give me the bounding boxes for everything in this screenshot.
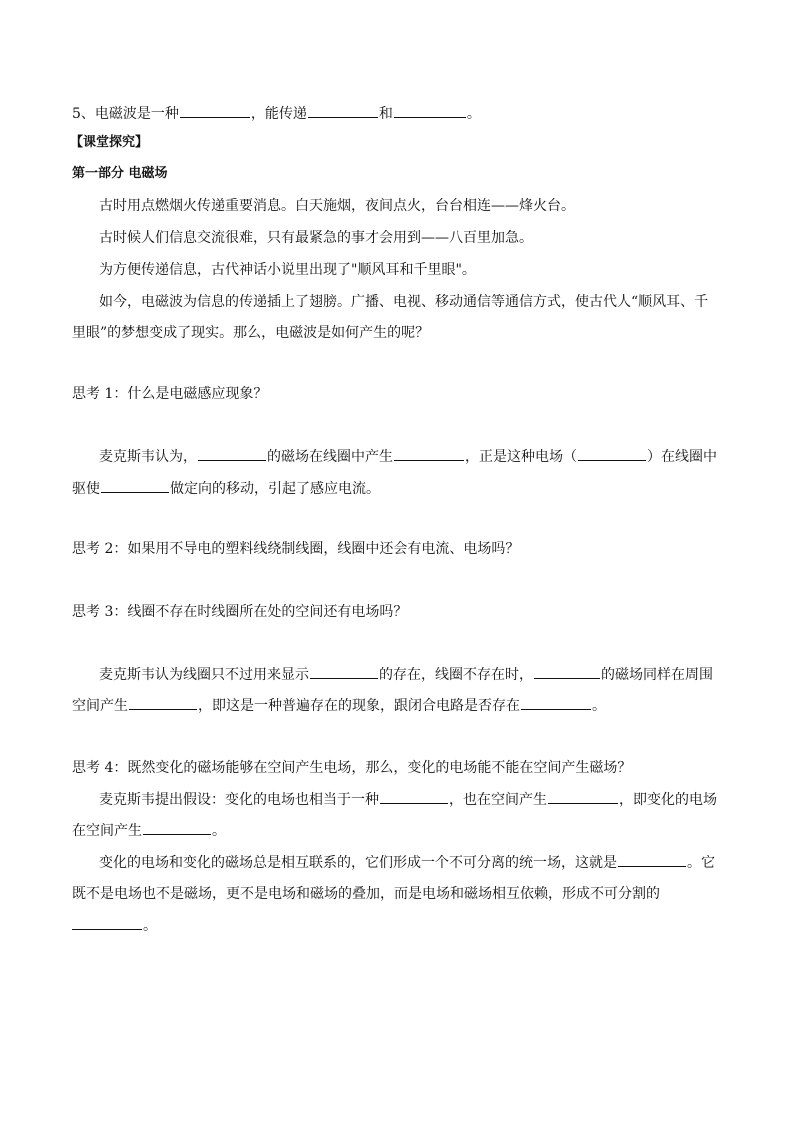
think-1-question: 思考 1：什么是电磁感应现象？ — [72, 386, 268, 402]
think-4-answer — [99, 789, 717, 810]
think-2-question: 思考 2：如果用不导电的塑料线绕制线圈，线圈中还会有电流、电场吗？ — [72, 541, 520, 557]
blank[interactable] — [129, 695, 197, 710]
blank[interactable] — [72, 915, 142, 930]
answer-text: 变化的电场和变化的磁场总是相互联系的，它们形成一个不可分离的统一场，这就是 — [99, 855, 617, 871]
blank[interactable] — [394, 446, 464, 461]
blank[interactable] — [534, 664, 600, 679]
section-title: 【课堂探究】 — [70, 135, 149, 150]
blank[interactable] — [308, 103, 378, 118]
answer-text: 的磁场在线圈中产生 — [267, 449, 393, 465]
think-3-question: 思考 3：线圈不存在时线圈所在处的空间还有电场吗？ — [72, 604, 408, 620]
intro-paragraph: 里眼”的梦想变成了现实。那么，电磁波是如何产生的呢？ — [72, 325, 430, 341]
answer-text: 做定向的移动，引起了感应电流。 — [170, 481, 380, 497]
answer-text: 麦克斯韦认为， — [99, 449, 197, 465]
answer-text: ）在线圈中 — [647, 449, 717, 465]
answer-text: 。它 — [687, 855, 715, 871]
answer-text: 的磁场同样在周围 — [601, 667, 713, 683]
question-5-text: 5、电磁波是一种 — [72, 106, 179, 122]
think-1-answer — [99, 446, 717, 467]
question-5-text: 。 — [466, 106, 481, 122]
answer-text: 的存在，线圈不存在时， — [379, 667, 533, 683]
blank[interactable] — [310, 664, 378, 679]
answer-text: 驱使 — [72, 481, 100, 497]
answer-text: 空间产生 — [72, 698, 128, 714]
question-5 — [72, 103, 481, 124]
blank[interactable] — [548, 789, 618, 804]
blank[interactable] — [521, 695, 591, 710]
think-4-paragraph — [99, 852, 715, 873]
answer-text: ，也在空间产生 — [449, 792, 547, 808]
think-1-answer — [72, 478, 380, 499]
think-4-question: 思考 4：既然变化的磁场能够在空间产生电场，那么，变化的电场能不能在空间产生磁场？ — [72, 760, 632, 776]
blank[interactable] — [101, 478, 169, 493]
answer-text: 在空间产生 — [72, 823, 142, 839]
blank[interactable] — [180, 103, 250, 118]
think-3-answer — [99, 664, 713, 685]
part-title: 第一部分 电磁场 — [72, 166, 168, 181]
think-3-answer — [72, 695, 606, 716]
answer-text: 。 — [592, 698, 606, 714]
intro-paragraph: 如今，电磁波为信息的传递插上了翅膀。广播、电视、移动通信等通信方式，使古代人“顺风耳、千 — [99, 294, 709, 310]
answer-text: 麦克斯韦认为线圈只不过用来显示 — [99, 667, 309, 683]
blank[interactable] — [143, 820, 211, 835]
answer-text: 。 — [212, 823, 226, 839]
answer-text: 。 — [143, 918, 157, 934]
intro-paragraph: 古时用点燃烟火传递重要消息。白天施烟，夜间点火，台台相连——烽火台。 — [99, 198, 575, 214]
think-4-answer — [72, 820, 226, 841]
intro-paragraph: 为方便传递信息，古代神话小说里出现了"顺风耳和千里眼"。 — [99, 262, 476, 278]
think-4-paragraph — [72, 915, 157, 936]
blank[interactable] — [578, 446, 646, 461]
answer-text: ，正是这种电场（ — [465, 449, 577, 465]
answer-text: ，即这是一种普遍存在的现象，跟闭合电路是否存在 — [198, 698, 520, 714]
question-5-text: ，能传递 — [250, 106, 307, 122]
blank[interactable] — [618, 852, 686, 867]
think-4-paragraph: 既不是电场也不是磁场，更不是电场和磁场的叠加，而是电场和磁场相互依赖，形成不可分割的 — [72, 886, 660, 902]
blank[interactable] — [198, 446, 266, 461]
answer-text: ，即变化的电场 — [619, 792, 717, 808]
blank[interactable] — [394, 103, 466, 118]
intro-paragraph: 古时候人们信息交流很难，只有最紧急的事才会用到——八百里加急。 — [99, 230, 533, 246]
answer-text: 麦克斯韦提出假设：变化的电场也相当于一种 — [99, 792, 379, 808]
blank[interactable] — [380, 789, 448, 804]
question-5-text: 和 — [378, 106, 393, 122]
